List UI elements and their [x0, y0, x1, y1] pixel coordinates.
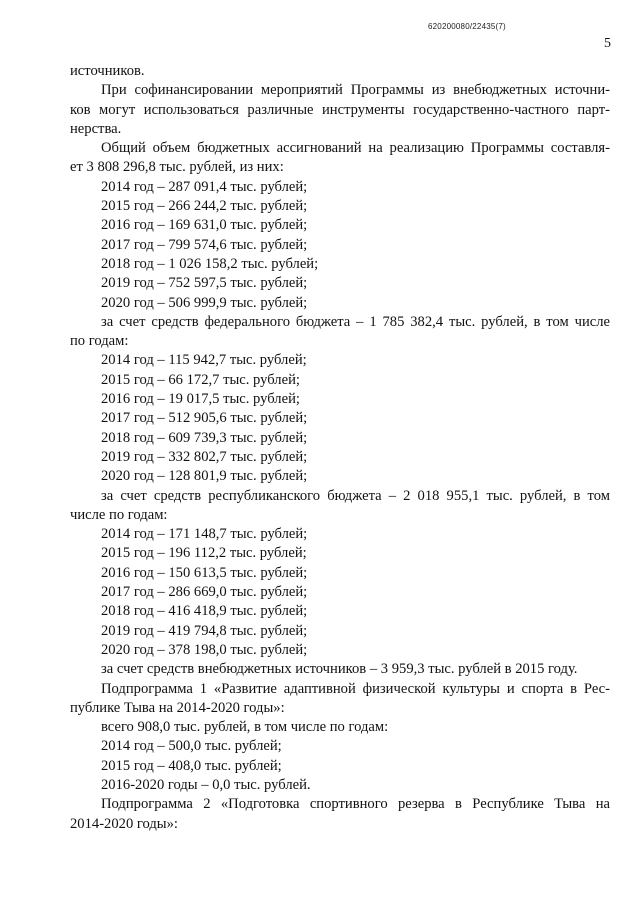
text-line: 2016-2020 годы – 0,0 тыс. рублей.: [101, 776, 311, 793]
text-line: Подпрограмма 2 «Подготовка спортивного резерва в Республике Тыва на: [101, 796, 610, 813]
text-line: 2018 год – 609 739,3 тыс. рублей;: [101, 429, 308, 446]
text-line: При софинансировании мероприятий Программы из внебюджетных источни-: [101, 82, 610, 99]
text-line: 2015 год – 266 244,2 тыс. рублей;: [101, 198, 308, 215]
text-line: числе по годам:: [70, 506, 168, 523]
text-line: 2017 год – 512 905,6 тыс. рублей;: [101, 410, 308, 427]
text-line: 2015 год – 196 112,2 тыс. рублей;: [101, 545, 307, 562]
text-line: за счет средств республиканского бюджета – 2 018 955,1 тыс. рублей, в том: [101, 487, 610, 504]
page-number: 5: [604, 36, 611, 51]
text-line: всего 908,0 тыс. рублей, в том числе по годам:: [101, 719, 389, 736]
text-line: источников.: [70, 63, 145, 79]
text-line: 2020 год – 128 801,9 тыс. рублей;: [101, 468, 308, 485]
text-line: 2014-2020 годы»:: [70, 815, 178, 832]
text-line: 2017 год – 799 574,6 тыс. рублей;: [101, 236, 308, 253]
text-line: 2014 год – 115 942,7 тыс. рублей;: [101, 352, 307, 369]
text-line: 2019 год – 419 794,8 тыс. рублей;: [101, 622, 308, 639]
text-line: 2019 год – 332 802,7 тыс. рублей;: [101, 448, 308, 465]
text-line: 2018 год – 1 026 158,2 тыс. рублей;: [101, 255, 319, 272]
text-line: 2018 год – 416 418,9 тыс. рублей;: [101, 603, 308, 620]
text-line: нерства.: [70, 120, 122, 137]
text-line: ет 3 808 296,8 тыс. рублей, из них:: [70, 159, 284, 176]
text-line: Общий объем бюджетных ассигнований на реализацию Программы составля-: [101, 140, 610, 157]
text-line: Подпрограмма 1 «Развитие адаптивной физической культуры и спорта в Рес-: [101, 680, 610, 697]
text-line: 2020 год – 378 198,0 тыс. рублей;: [101, 641, 308, 658]
text-line: за счет средств федерального бюджета – 1 785 382,4 тыс. рублей, в том числе: [101, 313, 610, 330]
text-line: ков могут использоваться различные инструменты государственно-частного парт-: [70, 101, 610, 118]
text-line: 2014 год – 287 091,4 тыс. рублей;: [101, 178, 308, 195]
text-line: 2015 год – 408,0 тыс. рублей;: [101, 757, 282, 774]
text-line: 2015 год – 66 172,7 тыс. рублей;: [101, 371, 300, 388]
text-line: 2014 год – 171 148,7 тыс. рублей;: [101, 526, 308, 543]
text-line: 2019 год – 752 597,5 тыс. рублей;: [101, 275, 308, 292]
text-line: 2020 год – 506 999,9 тыс. рублей;: [101, 294, 308, 311]
text-line: по годам:: [70, 333, 129, 350]
text-line: 2014 год – 500,0 тыс. рублей;: [101, 738, 282, 755]
text-line: публике Тыва на 2014-2020 годы»:: [70, 699, 285, 716]
text-line: 2016 год – 19 017,5 тыс. рублей;: [101, 391, 300, 408]
document-id: 620200080/22435(7): [428, 22, 506, 31]
text-line: за счет средств внебюджетных источников – 3 959,3 тыс. рублей в 2015 году.: [101, 661, 578, 678]
text-line: 2016 год – 150 613,5 тыс. рублей;: [101, 564, 308, 581]
text-line: 2017 год – 286 669,0 тыс. рублей;: [101, 584, 308, 601]
text-line: 2016 год – 169 631,0 тыс. рублей;: [101, 217, 308, 234]
document-body: [70, 62, 610, 834]
